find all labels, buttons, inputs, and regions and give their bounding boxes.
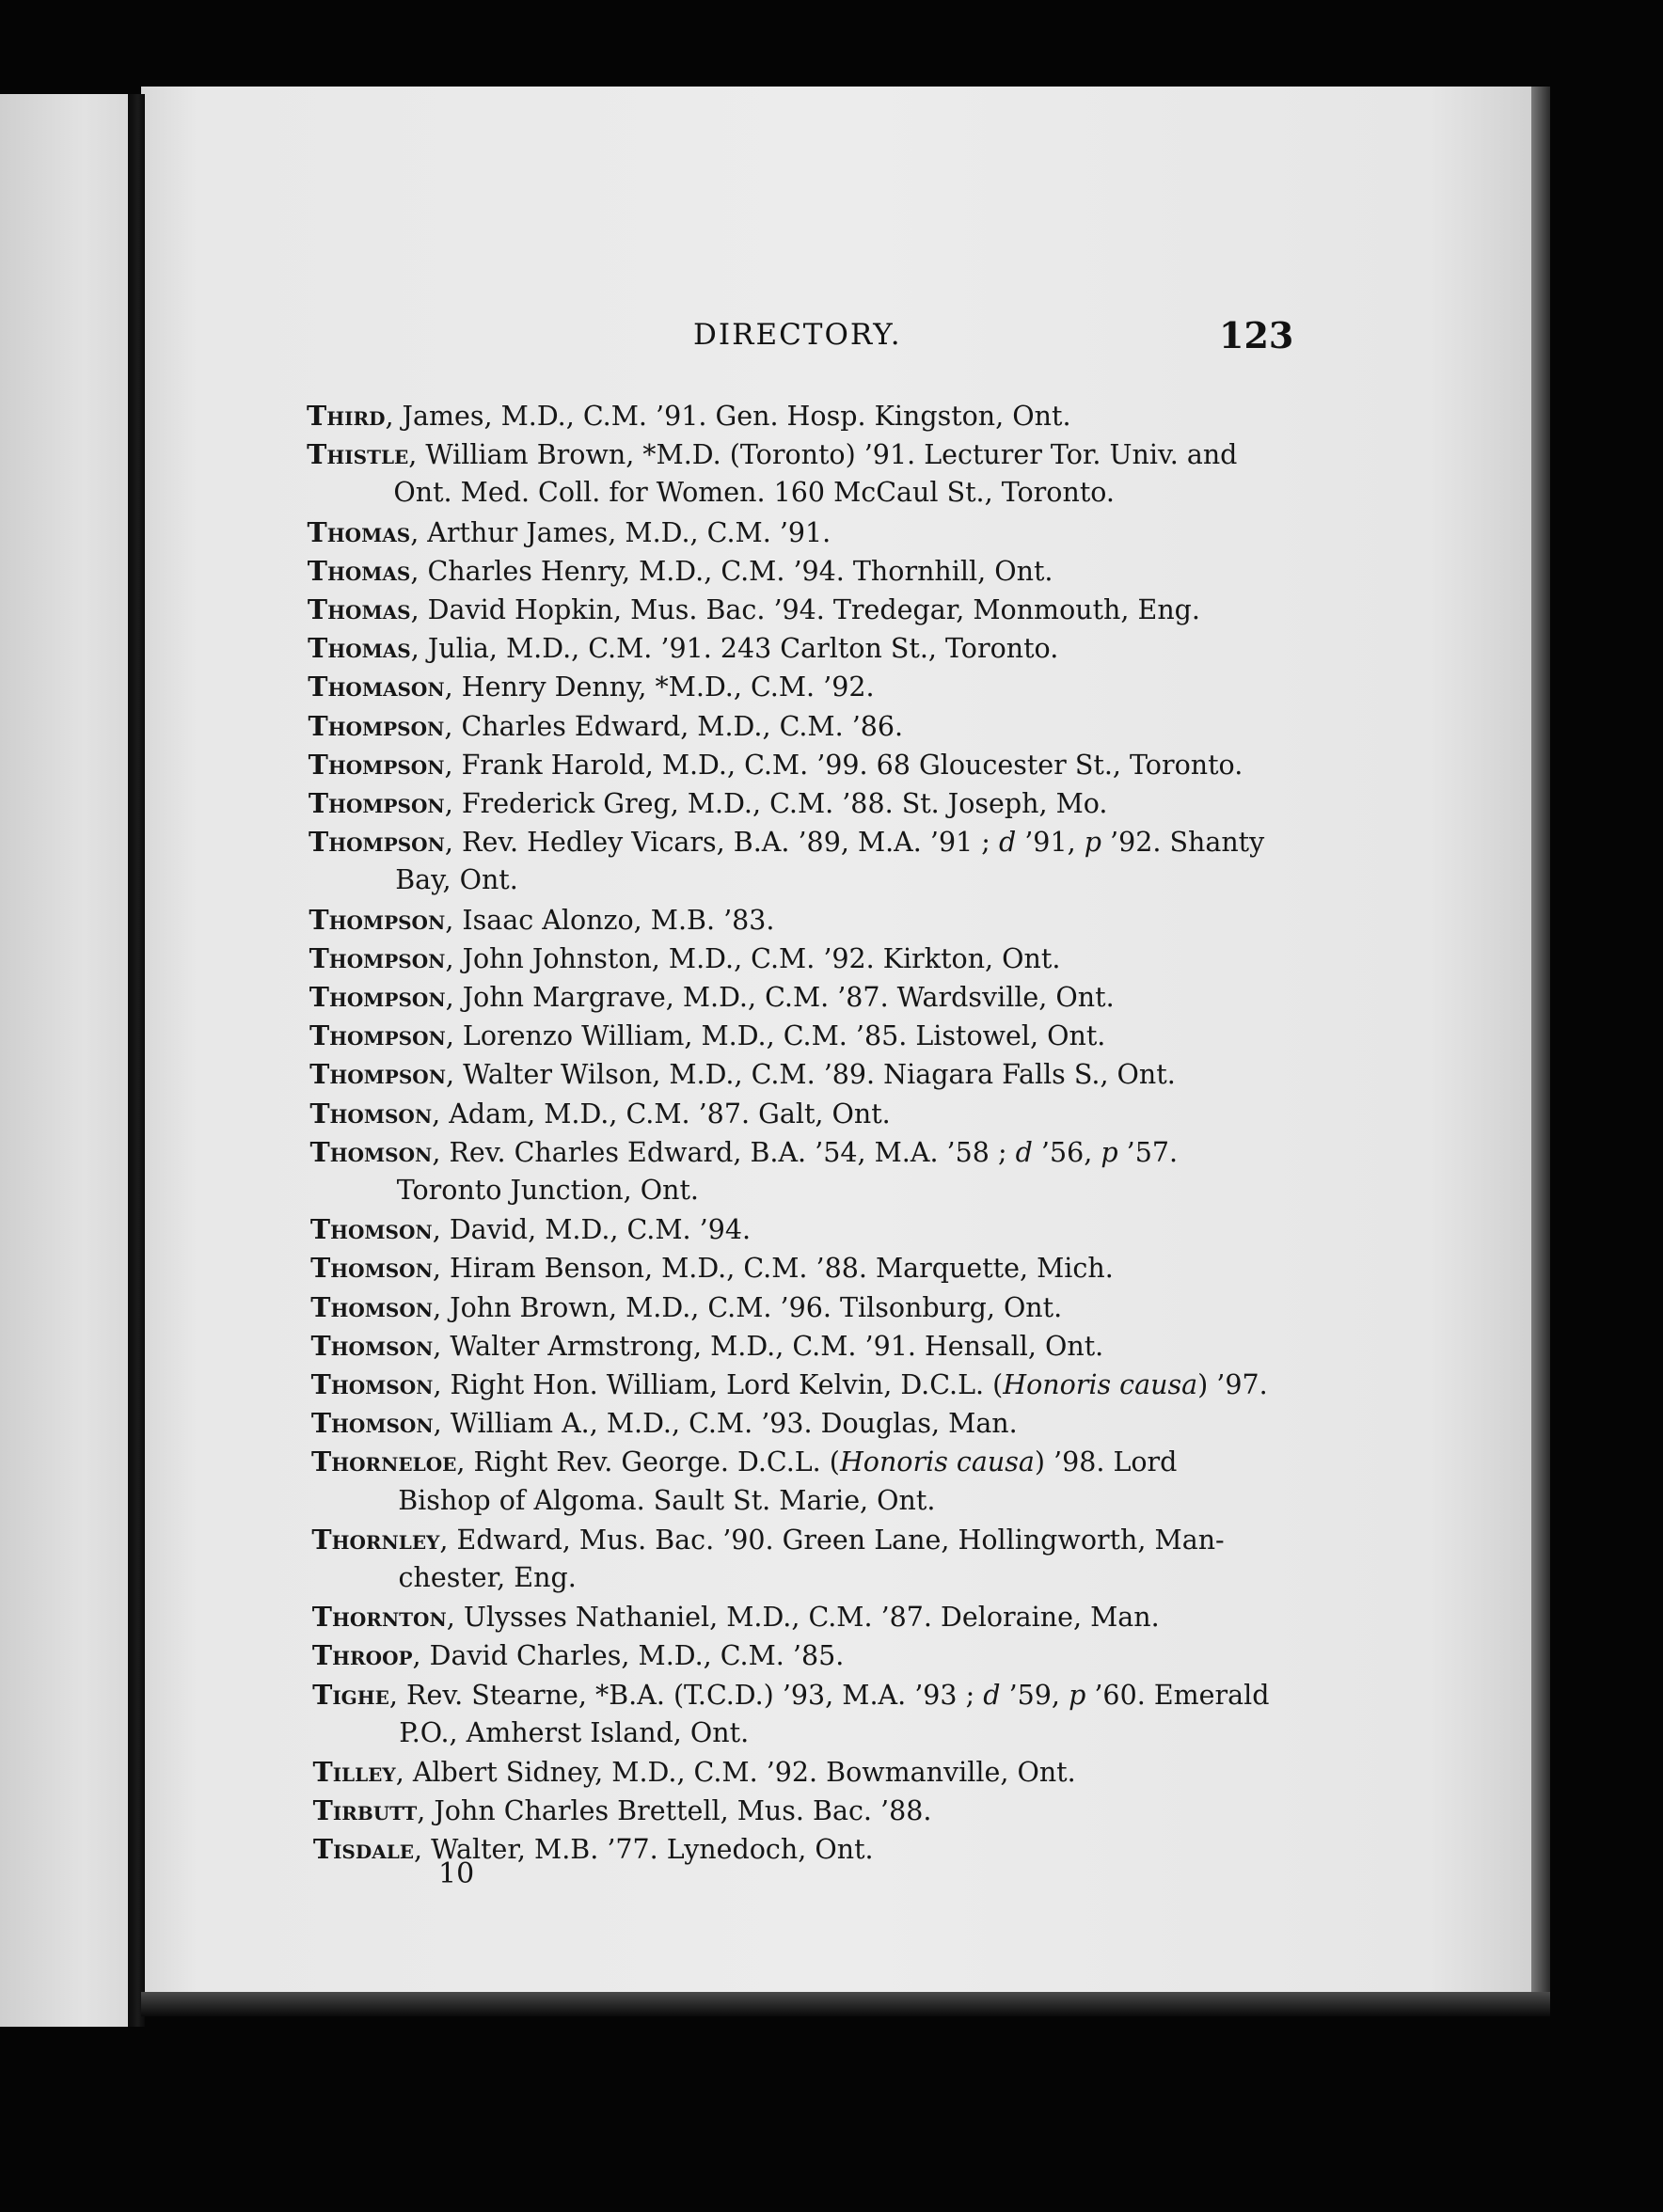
entry-text: , Hiram Benson, M.D., C.M. ’88. Marquette, Mich. (432, 1253, 1114, 1285)
directory-entry (308, 710, 903, 742)
entry-text: , Edward, Mus. Bac. ’90. Green Lane, Hollingworth, Man- (439, 1524, 1225, 1556)
entry-text: ) ’98. Lord (1034, 1446, 1178, 1478)
entry-surname: Tilley (312, 1756, 396, 1788)
directory-entry (309, 826, 1264, 858)
entry-continuation (399, 1562, 577, 1593)
entry-surname: Third (307, 400, 386, 432)
entry-italic: Honoris causa (839, 1446, 1035, 1478)
entry-surname: Thomson (310, 1252, 433, 1285)
entry-text: , Charles Henry, M.D., C.M. ’94. Thornhill, Ont. (410, 555, 1053, 587)
directory-entry (310, 1291, 1062, 1323)
entry-text: , Henry Denny, *M.D., C.M. ’92. (444, 672, 875, 703)
entry-text: , Julia, M.D., C.M. ’91. 243 Carlton St., Toronto. (410, 633, 1059, 665)
entry-text: , William Brown, *M.D. (Toronto) ’91. Lecturer Tor. Univ. and (408, 439, 1238, 471)
directory-entry (309, 1098, 890, 1130)
entry-text: , James, M.D., C.M. ’91. Gen. Hosp. Kingston, Ont. (385, 401, 1071, 432)
directory-entry (311, 1407, 1018, 1439)
entry-continuation (397, 1175, 699, 1206)
entry-surname: Thistle (307, 438, 409, 471)
entry-italic: p (1101, 1136, 1118, 1168)
entry-text: , John Margrave, M.D., C.M. ’87. Wardsville, Ont. (445, 982, 1115, 1013)
entry-text: , Rev. Stearne, *B.A. (T.C.D.) ’93, M.A. ’93 ; (388, 1679, 984, 1711)
directory-entry (308, 555, 1053, 587)
entry-surname: Throop (311, 1639, 413, 1672)
entry-surname: Thornton (311, 1601, 447, 1634)
entry-surname: Thomson (309, 1135, 433, 1168)
entry-text: , John Johnston, M.D., C.M. ’92. Kirkton, Ont. (445, 942, 1061, 974)
entry-text: , Charles Edward, M.D., C.M. ’86. (444, 710, 904, 742)
entry-continuation-text: P.O., Amherst Island, Ont. (399, 1716, 750, 1748)
entry-continuation-text: Toronto Junction, Ont. (396, 1175, 699, 1206)
entry-text: , Walter Armstrong, M.D., C.M. ’91. Hensall, Ont. (433, 1330, 1104, 1362)
entry-surname: Thorneloe (311, 1446, 457, 1478)
entry-italic: d (998, 827, 1017, 859)
entry-surname: Tisdale (312, 1833, 415, 1866)
entry-surname: Thomas (307, 593, 411, 625)
entry-text: , Adam, M.D., C.M. ’87. Galt, Ont. (432, 1098, 891, 1130)
directory-entry (308, 593, 1200, 625)
entry-surname: Thompson (308, 709, 445, 742)
entry-text: , Albert Sidney, M.D., C.M. ’92. Bowmanville, Ont. (395, 1757, 1076, 1788)
entry-text: , Arthur James, M.D., C.M. ’91. (410, 516, 832, 548)
entry-continuation-text: chester, Eng. (398, 1562, 577, 1593)
entry-text: , Ulysses Nathaniel, M.D., C.M. ’87. Deloraine, Man. (446, 1602, 1160, 1634)
entry-surname: Thomas (307, 554, 411, 587)
directory-entry (312, 1679, 1269, 1711)
entry-surname: Thomson (310, 1407, 434, 1440)
directory-entry (309, 787, 1108, 819)
entry-surname: Thomson (310, 1329, 434, 1362)
directory-entry (312, 1756, 1075, 1788)
entry-text: , Isaac Alonzo, M.B. ’83. (445, 904, 775, 936)
directory-entry (308, 632, 1058, 664)
entry-continuation-text: Bishop of Algoma. Sault St. Marie, Ont. (398, 1484, 936, 1516)
entry-surname: Thomson (310, 1368, 434, 1400)
entry-surname: Thompson (309, 1019, 446, 1052)
directory-entry (313, 1794, 932, 1826)
entry-italic: Honoris causa (1003, 1369, 1198, 1400)
entry-surname: Thomson (309, 1213, 433, 1246)
entry-text: , John Brown, M.D., C.M. ’96. Tilsonburg, Ont. (433, 1291, 1063, 1323)
directory-entry (311, 1368, 1268, 1400)
directory-entry (312, 1601, 1160, 1633)
running-head: DIRECTORY. (693, 318, 902, 352)
entry-text: , Walter Wilson, M.D., C.M. ’89. Niagara Falls S., Ont. (446, 1059, 1176, 1091)
entry-text: , Walter, M.B. ’77. Lynedoch, Ont. (414, 1834, 874, 1866)
entry-text: , David Charles, M.D., C.M. ’85. (412, 1640, 845, 1672)
entry-text: , Rev. Hedley Vicars, B.A. ’89, M.A. ’91 ; (444, 827, 999, 859)
entry-surname: Thompson (308, 748, 445, 781)
entry-text: , William A., M.D., C.M. ’93. Douglas, Man. (433, 1408, 1018, 1440)
entry-surname: Thomas (308, 632, 411, 665)
entry-text: ’57. (1117, 1136, 1179, 1168)
entry-italic: d (1015, 1136, 1033, 1168)
signature-mark: 10 (438, 1857, 475, 1890)
entry-surname: Thornley (311, 1523, 440, 1556)
entry-surname: Thompson (308, 787, 445, 819)
entry-text: ’59, (1000, 1679, 1069, 1711)
entry-italic: d (983, 1679, 1001, 1711)
directory-entry (309, 1019, 1105, 1051)
entry-text: , Right Rev. George. D.C.L. ( (456, 1446, 840, 1478)
entry-continuation (395, 864, 518, 895)
entry-text: ’92. Shanty (1101, 827, 1265, 859)
entry-surname: Thompson (309, 1058, 446, 1091)
entry-surname: Thompson (309, 981, 446, 1013)
entry-text: , Lorenzo William, M.D., C.M. ’85. Listowel, Ont. (445, 1020, 1106, 1052)
directory-entry (308, 671, 874, 703)
entry-text: , David, M.D., C.M. ’94. (432, 1214, 752, 1246)
entry-surname: Thompson (309, 903, 446, 936)
entry-text: ) ’97. (1197, 1369, 1268, 1400)
entry-surname: Thompson (309, 826, 445, 859)
entry-continuation (399, 1717, 749, 1748)
entry-surname: Thompson (309, 941, 446, 974)
entry-continuation-text: Ont. Med. Coll. for Women. 160 McCaul St., Toronto. (393, 477, 1115, 509)
entry-continuation (393, 477, 1115, 508)
directory-entry (309, 1058, 1176, 1090)
directory-entry (309, 749, 1243, 781)
directory-entry (310, 1252, 1114, 1284)
directory-entry (307, 438, 1237, 470)
entry-surname: Thomson (310, 1290, 434, 1323)
directory-entry (310, 1136, 1179, 1168)
directory-entry (310, 1213, 751, 1245)
entry-text: , David Hopkin, Mus. Bac. ’94. Tredegar, Monmouth, Eng. (410, 594, 1200, 625)
entry-surname: Tighe (312, 1678, 389, 1711)
directory-entry (307, 400, 1071, 432)
directory-entry (308, 516, 832, 548)
entry-surname: Thomason (308, 671, 445, 703)
directory-entry (311, 1524, 1224, 1556)
entry-surname: Tirbutt (312, 1794, 418, 1827)
entry-text: ’91, (1016, 827, 1085, 859)
entry-surname: Thomas (307, 515, 411, 548)
entry-text: , Frank Harold, M.D., C.M. ’99. 68 Gloucester St., Toronto. (444, 749, 1243, 781)
page-number: 123 (1219, 314, 1294, 356)
directory-entry (309, 904, 774, 936)
directory-entry (313, 1833, 874, 1865)
entry-text: ’56, (1032, 1136, 1101, 1168)
entry-continuation (398, 1485, 935, 1516)
entry-continuation-text: Bay, Ont. (395, 864, 518, 896)
entry-surname: Thomson (309, 1097, 433, 1130)
entry-text: , Right Hon. William, Lord Kelvin, D.C.L. ( (433, 1369, 1004, 1400)
entry-text: , Frederick Greg, M.D., C.M. ’88. St. Joseph, Mo. (444, 788, 1108, 819)
entry-italic: p (1069, 1679, 1086, 1711)
directory-entry (310, 1330, 1103, 1362)
directory-entry (312, 1639, 844, 1671)
entry-text: , John Charles Brettell, Mus. Bac. ’88. (417, 1795, 932, 1827)
entry-text: , Rev. Charles Edward, B.A. ’54, M.A. ’58 ; (432, 1136, 1016, 1168)
directory-entry (309, 981, 1115, 1013)
directory-entry (311, 1446, 1177, 1477)
entry-text: ’60. Emerald (1085, 1679, 1270, 1711)
entry-italic: p (1084, 827, 1101, 859)
directory-entry (309, 942, 1061, 974)
